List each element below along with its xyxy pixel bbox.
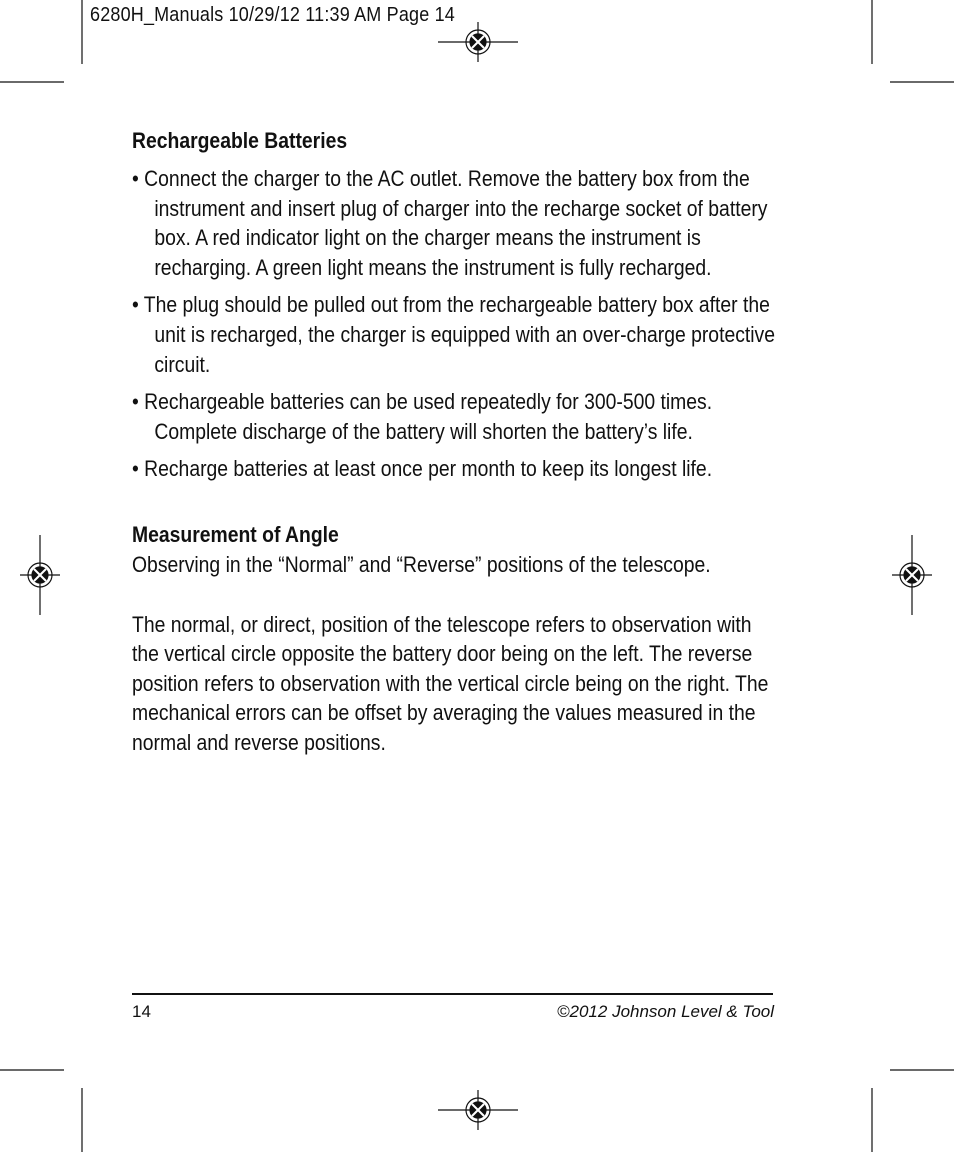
angle-intro: Observing in the “Normal” and “Reverse” positions of the telescope. — [132, 551, 711, 577]
section-title-angle: Measurement of Angle — [132, 521, 339, 547]
bullet-item: • Connect the charger to the AC outlet. Remove the battery box from the instrument and insert plug of charger into the recharge socket of battery box. A red indicator light on the charger means the instrument is recharging. A green light means the instrument is fully recharged. — [132, 166, 768, 280]
section-title-rechargeable: Rechargeable Batteries — [132, 128, 348, 153]
bullet-item: • Rechargeable batteries can be used repeatedly for 300-500 times. Complete discharge of the battery will shorten the battery’s life. — [132, 389, 713, 444]
angle-paragraph: The normal, or direct, position of the telescope refers to observation with the vertical circle opposite the battery door being on the left. The reverse position refers to observation with the vertical circle being on the right. The mechanical errors can be offset by averaging the values measured in the normal and reverse positions. — [132, 611, 769, 755]
footer-rule — [132, 993, 773, 995]
page-number: 14 — [132, 1002, 151, 1021]
registration-target-icon — [20, 535, 60, 615]
registration-target-icon — [438, 1090, 518, 1130]
registration-target-icon — [438, 22, 518, 62]
registration-target-icon — [892, 535, 932, 615]
bullet-item: • The plug should be pulled out from the rechargeable battery box after the unit is recharged, the charger is equipped with an over-charge protective circuit. — [132, 292, 775, 377]
copyright-notice: ©2012 Johnson Level & Tool — [557, 1002, 774, 1021]
text-column — [132, 126, 782, 758]
page-content — [132, 126, 782, 758]
bullet-item: • Recharge batteries at least once per month to keep its longest life. — [132, 456, 713, 482]
printer-slug: 6280H_Manuals 10/29/12 11:39 AM Page 14 — [90, 4, 455, 26]
